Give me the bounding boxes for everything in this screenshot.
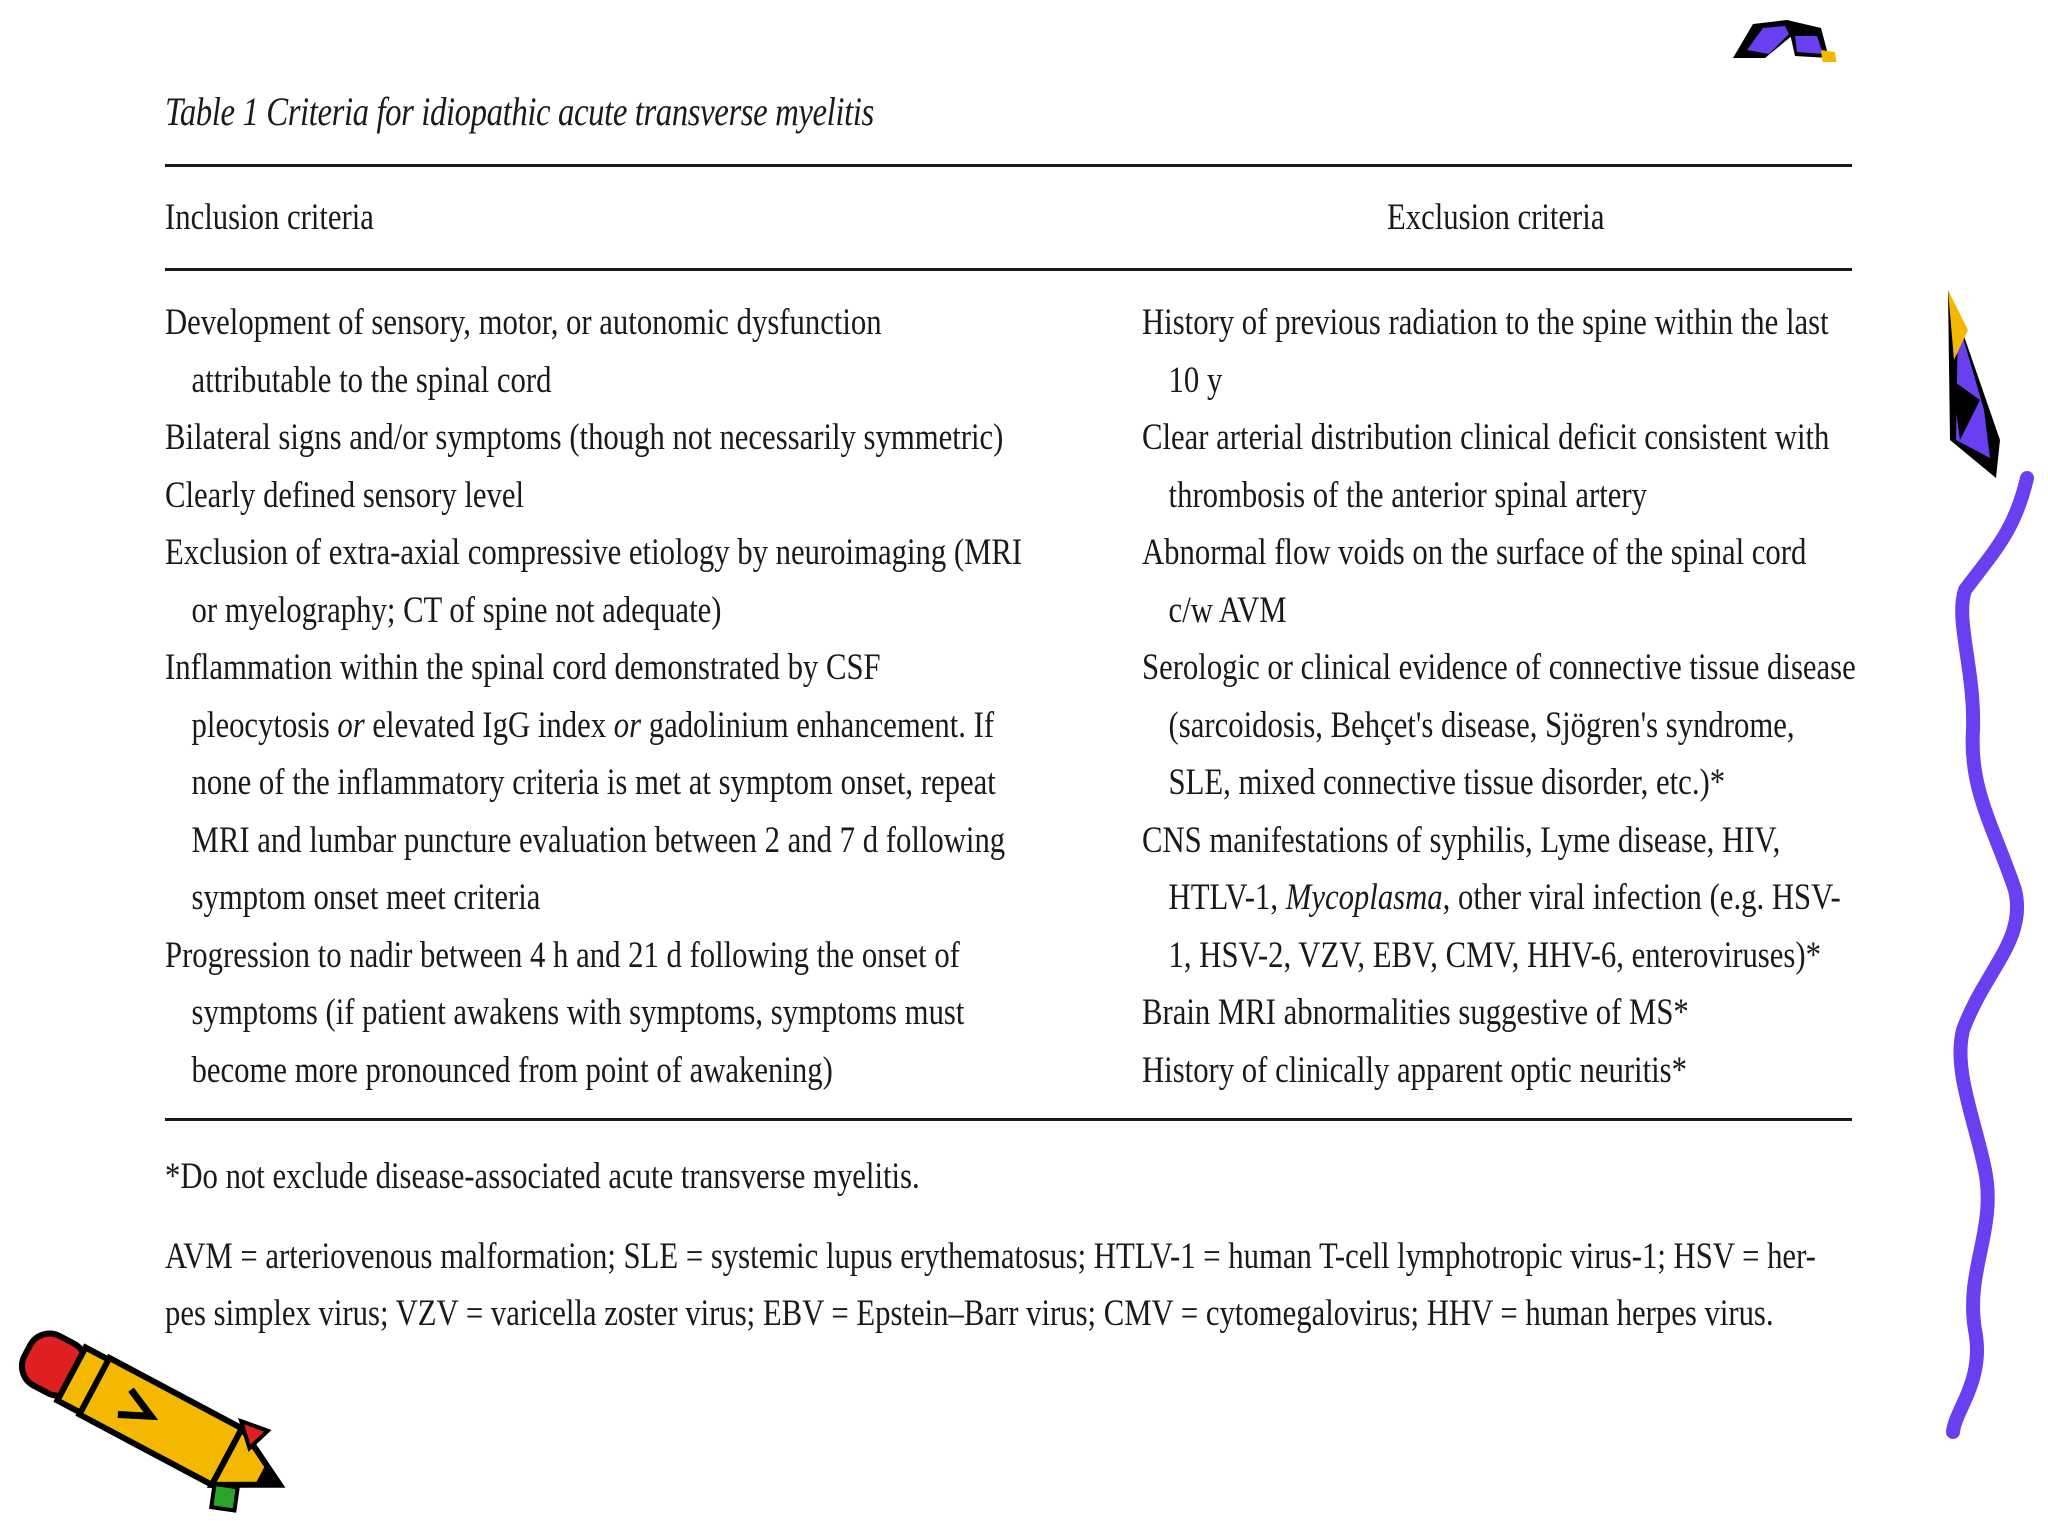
exclusion-criteria-line: 10 y [1168,359,1223,401]
exclusion-criteria-line: 1, HSV-2, VZV, EBV, CMV, HHV-6, enteroviruses)* [1168,934,1821,976]
inclusion-criteria-line: Clearly defined sensory level [165,474,525,516]
table-top-rule [165,164,1852,167]
exclusion-criteria-line: CNS manifestations of syphilis, Lyme disease, HIV, [1142,819,1781,861]
inclusion-criteria-column [165,294,1022,1099]
pencil-right-icon [1940,290,2010,480]
exclusion-criteria-column [1142,294,1856,1099]
table-bottom-rule [165,1118,1852,1121]
inclusion-criteria-line: symptoms (if patient awakens with symptoms, symptoms must [191,992,965,1033]
pencil-top-right-icon [1725,10,1845,62]
inclusion-criteria-line: Bilateral signs and/or symptoms (though not necessarily symmetric) [165,417,1004,458]
exclusion-criteria-line: SLE, mixed connective tissue disorder, etc.)* [1168,762,1726,803]
inclusion-criteria-line: MRI and lumbar puncture evaluation between 2 and 7 d following [191,819,1006,861]
abbreviations-line-2: pes simplex virus; VZV = varicella zoster virus; EBV = Epstein–Barr virus; CMV = cytomegalovirus; HHV = human herpes virus. [165,1293,1774,1334]
abbreviations-line-1: AVM = arteriovenous malformation; SLE = systemic lupus erythematosus; HTLV-1 = human T-cell lymphotropic virus-1; HSV = her- [165,1236,1816,1277]
inclusion-criteria-line: Development of sensory, motor, or autonomic dysfunction [165,302,882,343]
exclusion-criteria-line: c/w AVM [1168,589,1287,631]
exclusion-criteria-line: Abnormal flow voids on the surface of the spinal cord [1142,532,1807,573]
inclusion-criteria-line: symptom onset meet criteria [191,877,541,918]
exclusion-criteria-line: (sarcoidosis, Behçet's disease, Sjögren's syndrome, [1168,704,1795,746]
exclusion-criteria-line: Clear arterial distribution clinical deficit consistent with [1142,417,1830,458]
exclusion-criteria-line: History of clinically apparent optic neuritis* [1142,1049,1687,1091]
exclusion-criteria-line: thrombosis of the anterior spinal artery [1168,474,1648,516]
inclusion-header: Inclusion criteria [165,197,374,238]
pencil-bottom-left-icon [0,1318,310,1528]
table-footnote: *Do not exclude disease-associated acute transverse myelitis. [165,1156,920,1197]
exclusion-criteria-line: History of previous radiation to the spine within the last [1142,302,1829,343]
inclusion-criteria-line: become more pronounced from point of awakening) [191,1049,833,1091]
inclusion-criteria-line: pleocytosis or elevated IgG index or gadolinium enhancement. If [191,704,995,746]
table-header-rule [165,268,1852,271]
inclusion-criteria-line: Inflammation within the spinal cord demonstrated by CSF [165,647,881,688]
exclusion-criteria-line: Serologic or clinical evidence of connective tissue disease [1142,647,1856,688]
inclusion-criteria-line: none of the inflammatory criteria is met at symptom onset, repeat [191,762,996,803]
inclusion-criteria-line: or myelography; CT of spine not adequate) [191,589,722,631]
inclusion-criteria-line: Exclusion of extra-axial compressive etiology by neuroimaging (MRI [165,532,1023,573]
inclusion-criteria-line: Progression to nadir between 4 h and 21 d following the onset of [165,934,960,976]
exclusion-criteria-line: Brain MRI abnormalities suggestive of MS* [1142,992,1689,1033]
exclusion-header: Exclusion criteria [1387,197,1605,238]
exclusion-criteria-line: HTLV-1, Mycoplasma, other viral infection (e.g. HSV- [1168,877,1841,918]
table-caption [165,88,874,135]
squiggle-line-icon [1945,470,2045,1440]
table-caption-title: Criteria for idiopathic acute transverse myelitis [266,89,874,134]
inclusion-criteria-line: attributable to the spinal cord [191,359,552,401]
table-caption-label: Table 1 [165,89,259,134]
